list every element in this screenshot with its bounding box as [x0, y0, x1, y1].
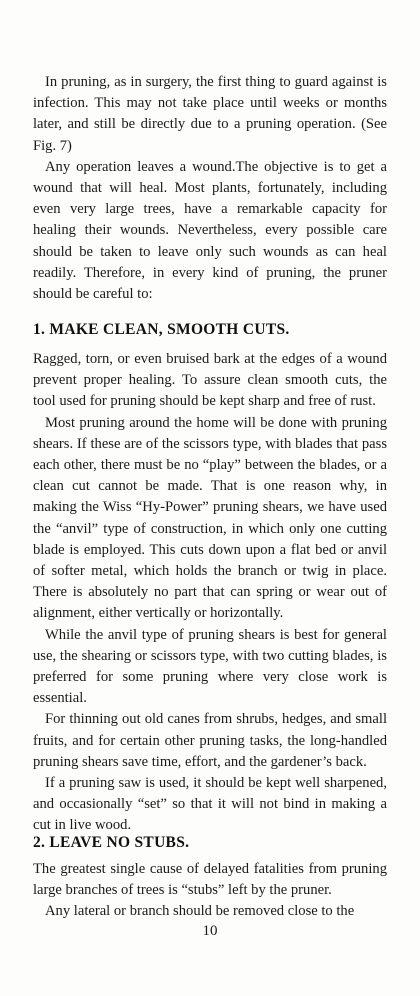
section-1-paragraph-5: If a pruning saw is used, it should be kept well sharpened, and occasionally “set” so that it will not bind in making a cut in live wood. [33, 775, 387, 834]
section-1-heading: 1. MAKE CLEAN, SMOOTH CUTS. [33, 321, 290, 338]
section-1-paragraph-2: Most pruning around the home will be done with pruning shears. If these are of the scissors type, with blades that pass each other, there must be no “play” between the blades, or a clean cut cannot be made. That is one reason why, in making the Wiss “Hy-Power” pruning shears, we have used the “anvil” type of construction, in which only one cutting blade is employed. This cuts down upon a flat bed or anvil of softer metal, which holds the branch or twig in place. There is absolutely no part that can spring or wear out of alignment, either vertically or horizontally. [33, 414, 387, 622]
section-2-paragraph-2: Any lateral or branch should be removed close to the [45, 903, 355, 920]
page-number: 10 [202, 923, 218, 939]
intro-paragraph-2: Any operation leaves a wound.The objective is to get a wound that will heal. Most plants, fortunately, including even very large trees, have a remarkable capacity for healing their wounds. Nevertheless, every possible care should be taken to leave only such wounds as can heal readily. Therefore, in every kind of pruning, the pruner should be careful to: [33, 158, 387, 303]
intro-paragraph-1: In pruning, as in surgery, the first thing to guard against is infection. This may not take place until weeks or months later, and still be directly due to a pruning operation. (See Fig. 7) [33, 74, 387, 154]
intro-text [33, 72, 387, 305]
section-2-text [33, 859, 387, 923]
section-1-paragraph-3: While the anvil type of pruning shears is best for general use, the shearing or scissors type, with two cutting blades, is preferred for some pruning where very close work is essential. [33, 626, 387, 707]
section-1-text [33, 349, 387, 837]
section-1-paragraph-4: For thinning out old canes from shrubs, hedges, and small fruits, and for certain other pruning tasks, the long-handled pruning shears save time, effort, and the gardener’s back. [33, 711, 387, 770]
section-2-heading: 2. LEAVE NO STUBS. [33, 834, 190, 851]
section-1-paragraph-1: Ragged, torn, or even bruised bark at the edges of a wound prevent proper healing. To assure clean smooth cuts, the tool used for pruning should be kept sharp and free of rust. [33, 351, 387, 410]
section-2-paragraph-1: The greatest single cause of delayed fatalities from pruning large branches of trees is “stubs” left by the pruner. [33, 861, 387, 899]
